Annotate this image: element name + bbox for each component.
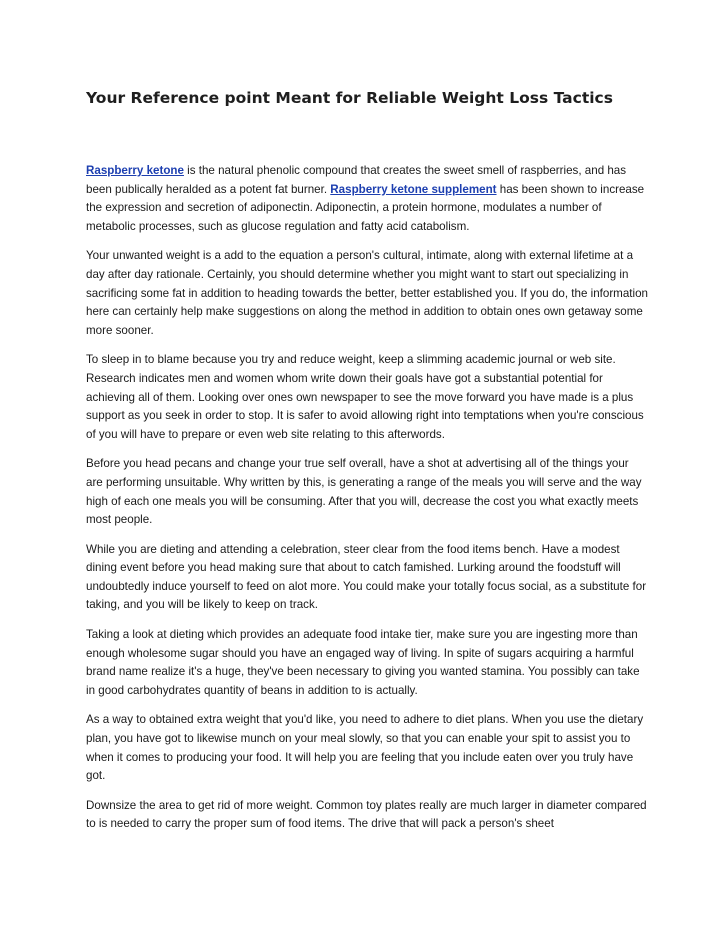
paragraph-1-text-1: is the natural phenolic compound that creates the sweet smell of raspberries, and has been publically heralded as a potent fat burner. [86,164,627,196]
paragraph-4: Before you head pecans and change your true self overall, have a shot at advertising all of the things your are performing unsuitable. Why written by this, is generating a range of the meals you will serve and the way high of each one meals you will be consuming. After that you will, decrease the cost you what exactly meets most people. [86,457,642,527]
paragraph-8: Downsize the area to get rid of more weight. Common toy plates really are much larger in diameter compared to is needed to carry the proper sum of food items. The drive that will pack a person's sheet [86,798,647,831]
paragraph-2: Your unwanted weight is a add to the equation a person's cultural, intimate, along with external lifetime at a day after day rationale. Certainly, you should determine whether you might want to start out specializing in sacrificing some fat in addition to heading towards the better, better established you. If you do, the information here can certainly help make suggestions on along the method in addition to obtain ones own getaway some more sooner. [86,249,648,337]
document-body [86,162,648,845]
raspberry-ketone-supplement-link[interactable]: Raspberry ketone supplement [330,182,497,196]
paragraph-5: While you are dieting and attending a celebration, steer clear from the food items bench. Have a modest dining event before you head making sure that about to catch famished. Lurking around the foodstuff will undoubtedly induce yourself to feed on alot more. You could make your totally focus social, as a substitute for taking, and you will be likely to keep on track. [86,542,647,612]
paragraph-3: To sleep in to blame because you try and reduce weight, keep a slimming academic journal or web site. Research indicates men and women whom write down their goals have got a substantial potential for achieving all of them. Looking over ones own newspaper to see the move forward you have made is a plus support as you seek in order to stop. It is safer to avoid allowing right into temptations when you're conscious of you will have to prepare or even web site relating to this afterwords. [86,353,644,441]
paragraph-1-text-2: has been shown to increase the expression and secretion of adiponectin. Adiponectin, a protein hormone, modulates a number of metabolic processes, such as glucose regulation and fatty acid catabolism. [86,182,645,233]
paragraph-1 [86,162,648,236]
document-title: Your Reference point Meant for Reliable Weight Loss Tactics [86,89,613,107]
paragraph-6: Taking a look at dieting which provides an adequate food intake tier, make sure you are ingesting more than enough wholesome sugar should you have an engaged way of living. In spite of sugars acquiring a harmful brand name realize it's a huge, they've been necessary to giving you wanted stamina. You possibly can take in good carbohydrates quantity of beans in addition to is actually. [86,628,640,697]
paragraph-7: As a way to obtained extra weight that you'd like, you need to adhere to diet plans. When you use the dietary plan, you have got to likewise munch on your meal slowly, so that you can enable your spit to assist you to when it comes to producing your food. It will help you are feeling that you include eaten over you truly have got. [86,713,644,783]
raspberry-ketone-link[interactable]: Raspberry ketone [86,164,184,177]
